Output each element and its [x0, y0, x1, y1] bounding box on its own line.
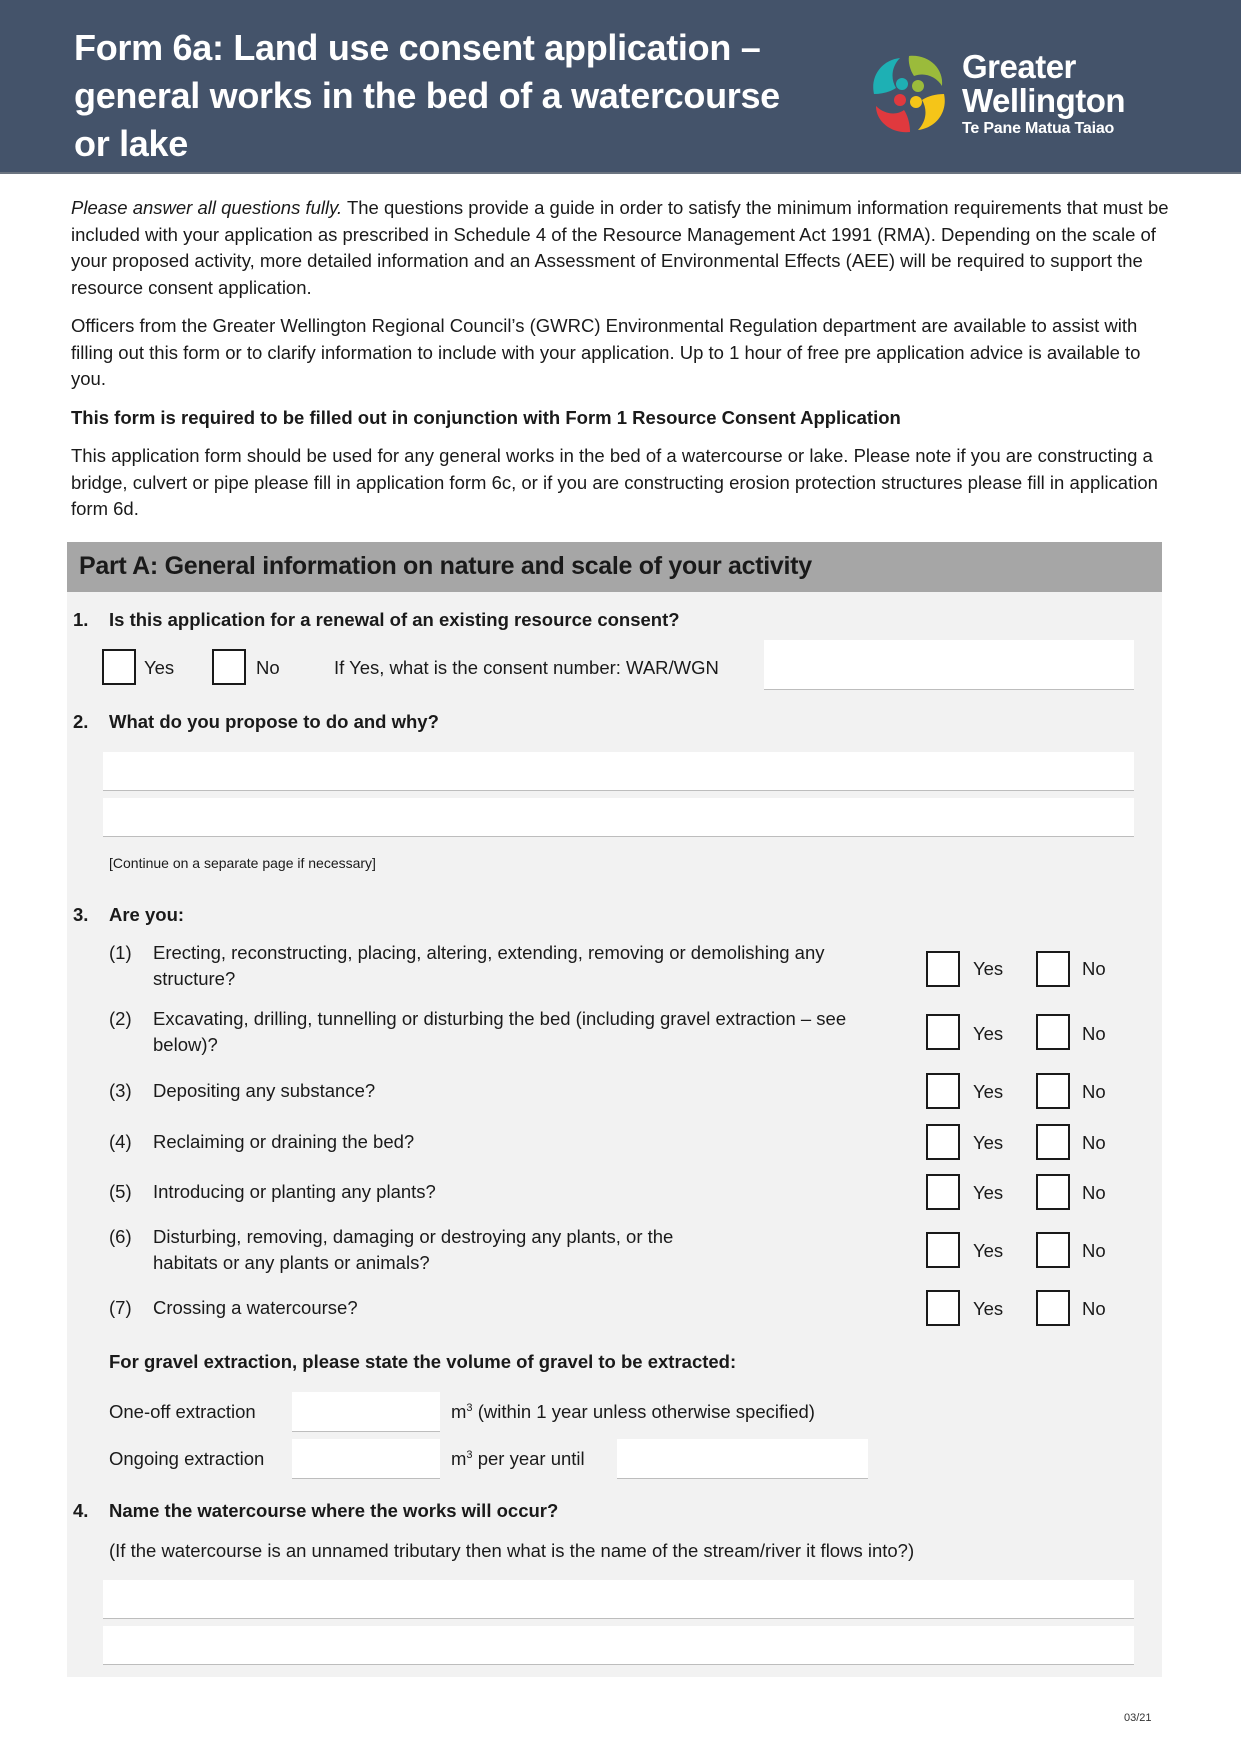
q1-consent-number-label: If Yes, what is the consent number: WAR/WGN — [334, 657, 719, 678]
ongoing-extraction-unit — [451, 1448, 585, 1470]
q3-item-3-no-checkbox[interactable] — [1036, 1073, 1070, 1109]
q3-item-5-no-label: No — [1082, 1182, 1106, 1203]
oneoff-extraction-unit — [451, 1401, 815, 1423]
q3-item-5-no-checkbox[interactable] — [1036, 1174, 1070, 1210]
q3-item-4-no-label: No — [1082, 1132, 1106, 1153]
ongoing-extraction-until-input[interactable] — [617, 1439, 868, 1479]
unit-superscript: 3 — [466, 1401, 473, 1414]
oneoff-extraction-input[interactable] — [292, 1392, 440, 1432]
q1-consent-number-input[interactable] — [764, 640, 1134, 690]
q1-no-checkbox[interactable] — [212, 649, 246, 685]
ongoing-extraction-suffix: per year until — [477, 1448, 585, 1469]
q3-item-7-text: Crossing a watercourse? — [153, 1297, 358, 1318]
q1-number: 1. — [73, 609, 89, 630]
part-a-header — [67, 542, 1162, 592]
q3-item-3-number: (3) — [109, 1080, 132, 1101]
swirl-logo-icon — [866, 50, 952, 136]
intro-paragraph-1 — [71, 195, 1171, 301]
intro-section — [71, 195, 1171, 535]
q1-no-label: No — [256, 657, 280, 678]
q3-item-3-text: Depositing any substance? — [153, 1080, 376, 1101]
intro-paragraph-2: Officers from the Greater Wellington Regional Council’s (GWRC) Environmental Regulation department are available to assist with filling out this form or to clarify information to include with your application. Up to 1 hour of free pre application advice is available to you. — [71, 315, 1141, 389]
q3-item-4-yes-checkbox[interactable] — [926, 1124, 960, 1160]
q2-continue-note: [Continue on a separate page if necessary] — [109, 855, 376, 871]
q3-item-1-line-1: Erecting, reconstructing, placing, altering, extending, removing or demolishing any — [153, 942, 825, 963]
intro-instruction: Please answer all questions fully. — [71, 197, 343, 218]
q3-number: 3. — [73, 904, 89, 925]
q3-item-1-yes-label: Yes — [973, 958, 1004, 979]
q3-item-4-text: Reclaiming or draining the bed? — [153, 1131, 415, 1152]
q3-item-1-number: (1) — [109, 942, 132, 963]
q2-answer-line-2[interactable] — [103, 798, 1134, 837]
q3-item-2-yes-checkbox[interactable] — [926, 1014, 960, 1050]
q4-question: Name the watercourse where the works will occur? — [109, 1500, 559, 1521]
q3-item-5-yes-label: Yes — [973, 1182, 1004, 1203]
q3-item-5-yes-checkbox[interactable] — [926, 1174, 960, 1210]
logo-name-line-2: Wellington — [962, 82, 1126, 119]
intro-requirement-note: This form is required to be filled out in conjunction with Form 1 Resource Consent Application — [71, 406, 901, 428]
q3-item-4-yes-label: Yes — [973, 1132, 1004, 1153]
greater-wellington-logo — [866, 50, 1146, 150]
q3-item-3-yes-label: Yes — [973, 1081, 1004, 1102]
logo-wordmark — [962, 50, 1125, 118]
q3-item-1-no-checkbox[interactable] — [1036, 951, 1070, 987]
q3-item-7-number: (7) — [109, 1297, 132, 1318]
q3-item-7-yes-label: Yes — [973, 1298, 1004, 1319]
q3-item-1-line-2: structure? — [153, 968, 236, 989]
oneoff-extraction-suffix: (within 1 year unless otherwise specified) — [477, 1401, 815, 1422]
q4-number: 4. — [73, 1500, 89, 1521]
q3-item-6-number: (6) — [109, 1226, 132, 1247]
q3-item-7-no-label: No — [1082, 1298, 1106, 1319]
form-title-line-3: or lake — [74, 123, 188, 164]
q3-item-5-text: Introducing or planting any plants? — [153, 1181, 436, 1202]
q3-item-3-yes-checkbox[interactable] — [926, 1073, 960, 1109]
q3-item-6-text — [153, 1224, 853, 1276]
q4-answer-line-2[interactable] — [103, 1626, 1134, 1665]
oneoff-extraction-label: One-off extraction — [109, 1401, 256, 1422]
form-title-line-1: Form 6a: Land use consent application – — [74, 27, 761, 68]
form-title — [74, 24, 834, 168]
logo-name-line-1: Greater — [962, 48, 1076, 85]
q1-question: Is this application for a renewal of an existing resource consent? — [109, 609, 680, 630]
q3-item-2-number: (2) — [109, 1008, 132, 1029]
q3-item-2-no-checkbox[interactable] — [1036, 1014, 1070, 1050]
q3-item-2-yes-label: Yes — [973, 1023, 1004, 1044]
q3-item-2-line-1: Excavating, drilling, tunnelling or disturbing the bed (including gravel extraction – see — [153, 1008, 847, 1029]
ongoing-extraction-label: Ongoing extraction — [109, 1448, 265, 1469]
unit-superscript: 3 — [466, 1448, 473, 1461]
intro-paragraph-1-text: The questions provide a guide in order to satisfy the minimum information requirements that must be included with your application as prescribed in Schedule 4 of the Resource Management Act 1991 (RMA). Depending on the scale of your proposed activity, more detailed information and an Assessment of Environmental Effects (AEE) will be required to support the resource consent application. — [71, 197, 1169, 298]
ongoing-extraction-input[interactable] — [292, 1439, 440, 1479]
q2-answer-line-1[interactable] — [103, 752, 1134, 791]
q3-item-2-no-label: No — [1082, 1023, 1106, 1044]
q3-item-7-no-checkbox[interactable] — [1036, 1290, 1070, 1326]
q3-item-3-no-label: No — [1082, 1081, 1106, 1102]
q4-answer-line-1[interactable] — [103, 1580, 1134, 1619]
q4-subtext: (If the watercourse is an unnamed tributary then what is the name of the stream/river it flows into?) — [109, 1540, 915, 1561]
page-header — [0, 0, 1241, 174]
q3-item-1-text — [153, 940, 913, 992]
form-version-code: 03/21 — [1124, 1712, 1152, 1724]
part-a-title: Part A: General information on nature and scale of your activity — [79, 552, 812, 580]
q3-item-1-yes-checkbox[interactable] — [926, 951, 960, 987]
unit-m: m — [451, 1401, 467, 1422]
q3-item-6-yes-checkbox[interactable] — [926, 1232, 960, 1268]
q3-question: Are you: — [109, 904, 185, 925]
form-title-line-2: general works in the bed of a watercourse — [74, 75, 780, 116]
q1-yes-label: Yes — [144, 657, 175, 678]
q3-item-6-no-checkbox[interactable] — [1036, 1232, 1070, 1268]
q3-item-5-number: (5) — [109, 1181, 132, 1202]
q3-item-2-line-2: below)? — [153, 1034, 218, 1055]
q3-item-6-line-2: habitats or any plants or animals? — [153, 1252, 430, 1273]
q2-question: What do you propose to do and why? — [109, 711, 439, 732]
gravel-extraction-heading: For gravel extraction, please state the volume of gravel to be extracted: — [109, 1351, 737, 1372]
q3-item-7-yes-checkbox[interactable] — [926, 1290, 960, 1326]
logo-subtitle: Te Pane Matua Taiao — [962, 120, 1115, 137]
intro-paragraph-4: This application form should be used for any general works in the bed of a watercourse or lake. Please note if you are constructing a bridge, culvert or pipe please fill in application form 6c, or if you are constructing erosion protection structures please fill in application form 6d. — [71, 445, 1158, 519]
q3-item-4-number: (4) — [109, 1131, 132, 1152]
q3-item-2-text — [153, 1006, 923, 1058]
unit-m: m — [451, 1448, 467, 1469]
q3-item-6-no-label: No — [1082, 1240, 1106, 1261]
q3-item-4-no-checkbox[interactable] — [1036, 1124, 1070, 1160]
q2-number: 2. — [73, 711, 89, 732]
q3-item-6-yes-label: Yes — [973, 1240, 1004, 1261]
q3-item-6-line-1: Disturbing, removing, damaging or destroying any plants, or the — [153, 1226, 674, 1247]
q3-item-1-no-label: No — [1082, 958, 1106, 979]
q1-yes-checkbox[interactable] — [102, 649, 136, 685]
